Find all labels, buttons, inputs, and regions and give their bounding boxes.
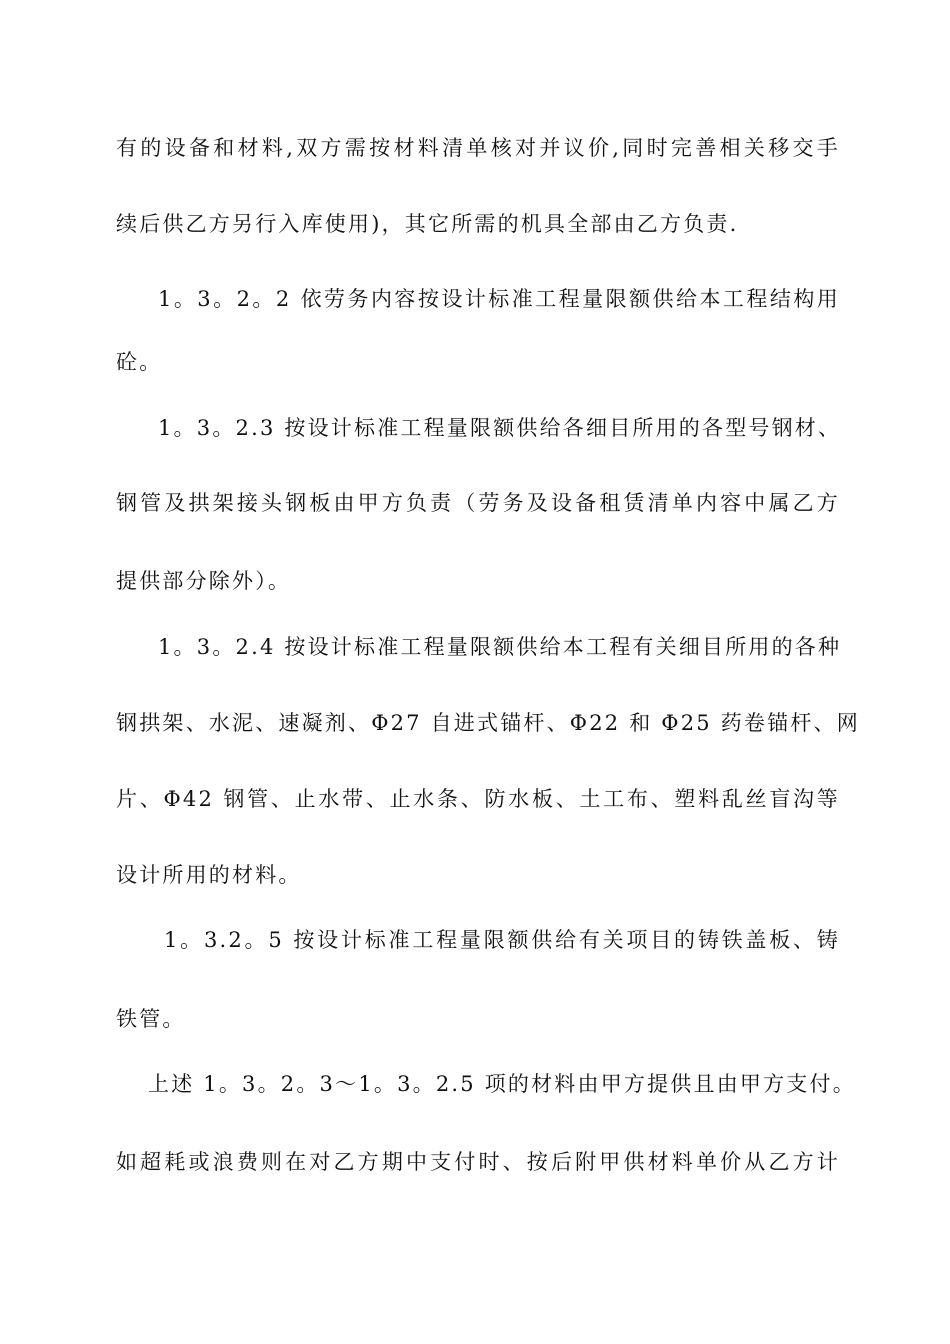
text-line: 如超耗或浪费则在对乙方期中支付时、按后附甲供材料单价从乙方计 bbox=[116, 1150, 840, 1174]
text-line: 1。3。2。2 依劳务内容按设计标准工程量限额供给本工程结构用 bbox=[158, 287, 840, 311]
text-line: 1。3。2.3 按设计标准工程量限额供给各细目所用的各型号钢材、 bbox=[158, 416, 842, 440]
text-line: 铁管。 bbox=[116, 1007, 186, 1031]
text-line: 有的设备和材料,双方需按材料清单核对并议价,同时完善相关移交手 bbox=[116, 136, 840, 160]
text-line: 上述 1。3。2。3～1。3。2.5 项的材料由甲方提供且由甲方支付。 bbox=[148, 1072, 856, 1096]
text-line: 续后供乙方另行入库使用)，其它所需的机具全部由乙方负责. bbox=[116, 212, 739, 236]
text-line: 片、Φ42 钢管、止水带、止水条、防水板、土工布、塑料乱丝盲沟等 bbox=[116, 787, 840, 811]
text-line: 钢管及拱架接头钢板由甲方负责（劳务及设备租赁清单内容中属乙方 bbox=[116, 491, 840, 515]
text-line: 砼。 bbox=[116, 350, 163, 374]
text-line: 1。3。2.4 按设计标准工程量限额供给本工程有关细目所用的各种 bbox=[158, 635, 842, 659]
text-line: 钢拱架、水泥、速凝剂、Φ27 自进式锚杆、Φ22 和 Φ25 药卷锚杆、网 bbox=[116, 711, 860, 735]
text-line: 设计所用的材料。 bbox=[116, 863, 302, 887]
text-line: 1。3.2。5 按设计标准工程量限额供给有关项目的铸铁盖板、铸 bbox=[164, 928, 840, 952]
text-line: 提供部分除外）。 bbox=[116, 569, 292, 593]
